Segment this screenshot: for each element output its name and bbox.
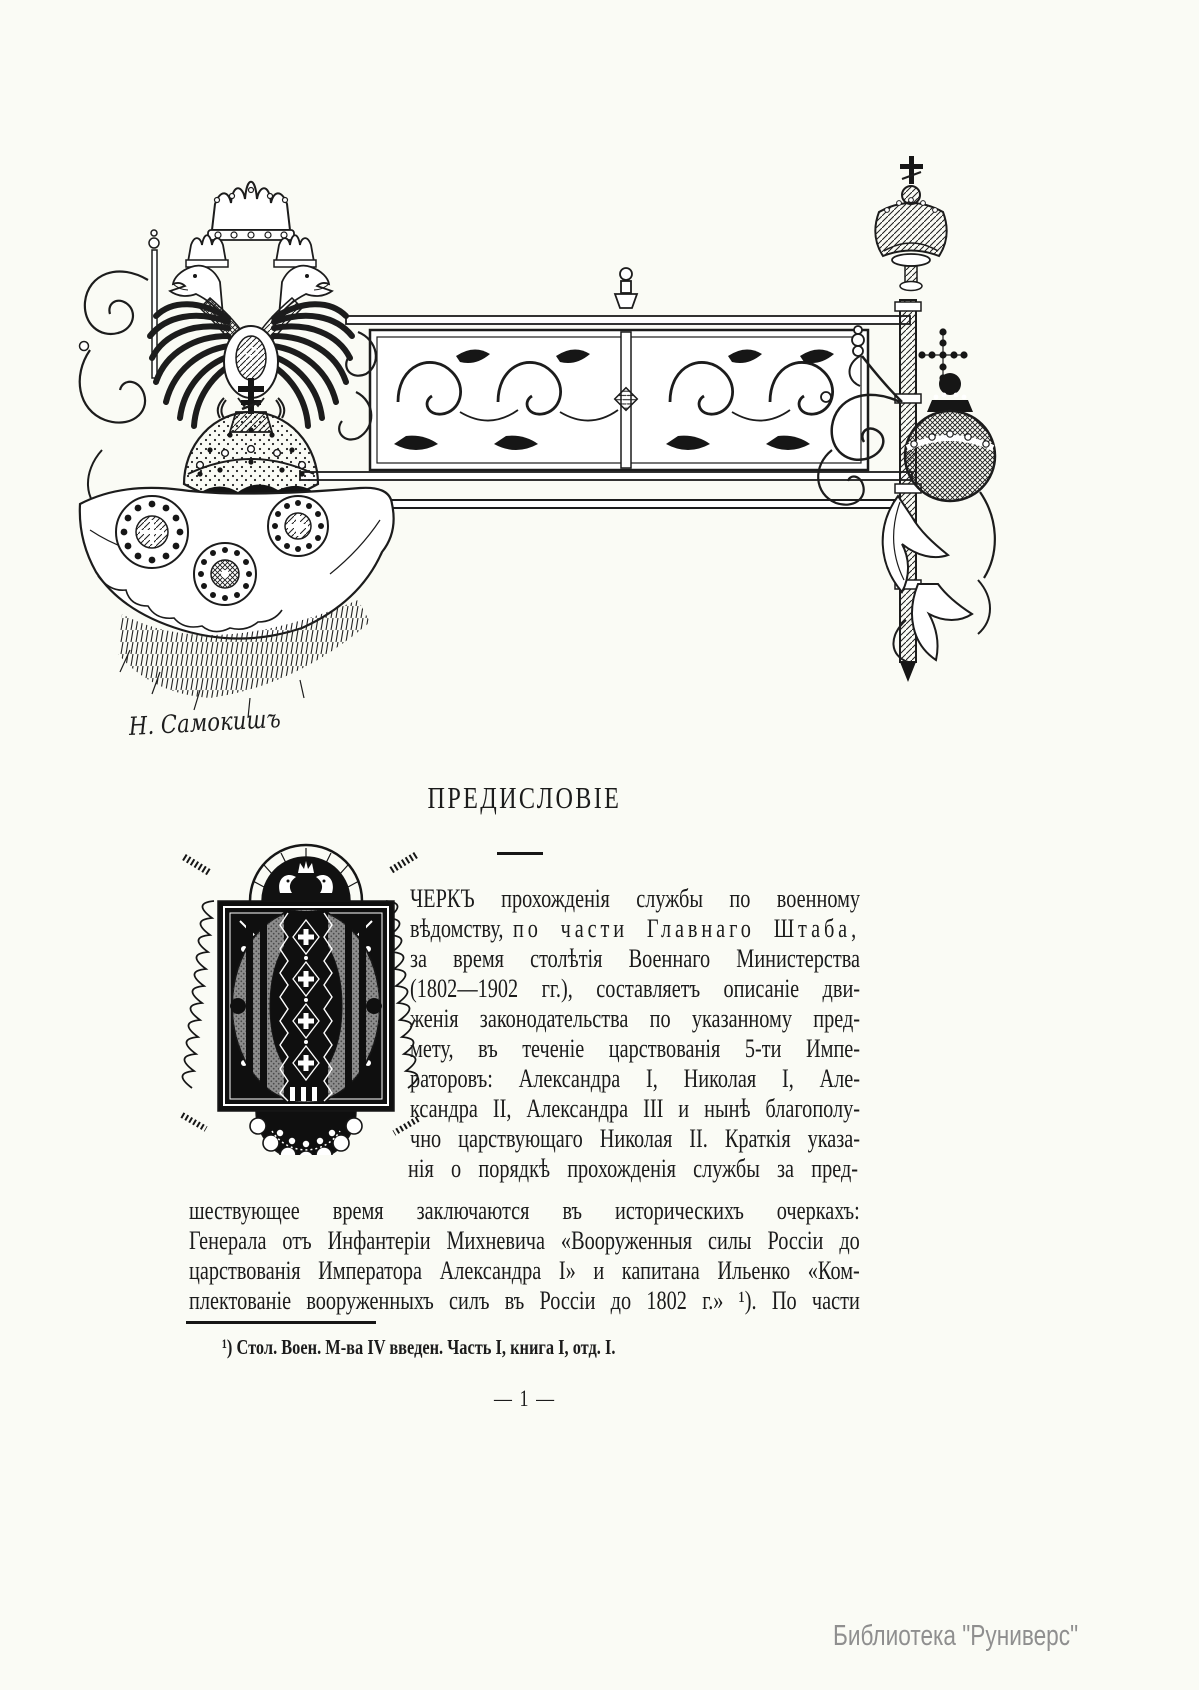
header-engraving-imperial-regalia — [60, 150, 1000, 725]
text-line: царствованія Императора Александра I» и капитана Ильенко «Ком- — [189, 1256, 860, 1285]
page-number: — 1 — — [494, 1386, 556, 1411]
medal — [268, 496, 328, 556]
beaded-cross — [918, 328, 967, 382]
text-line: плектованіе вооруженныхъ силъ въ Россіи до 1802 г.» ¹). По части — [189, 1286, 860, 1315]
double-headed-eagle — [80, 182, 394, 718]
text-line: Генерала отъ Инфантеріи Михневича «Вооруженныя силы Россіи до — [189, 1226, 860, 1255]
left-ribbon — [182, 901, 214, 1088]
text-line: чно царствующаго Николая II. Краткія указа- — [410, 1124, 861, 1153]
ornamental-band — [300, 268, 912, 508]
text-line: нія о порядкѣ прохожденія службы за пред- — [408, 1154, 859, 1183]
medal — [116, 496, 188, 568]
text-line: (1802—1902 гг.), составляетъ описаніе дви- — [410, 974, 861, 1003]
ornamental-initial-O — [180, 815, 420, 1155]
text-line: ксандра II, Александра III и нынѣ благополу- — [410, 1094, 861, 1123]
large-crown — [208, 182, 294, 240]
left-head-crown — [188, 235, 226, 262]
text-line: ЧЕРКЪ прохожденія службы по военному — [410, 884, 861, 913]
title-divider-rule — [497, 852, 543, 855]
right-head-crown — [276, 235, 314, 262]
footnote-rule — [186, 1321, 376, 1324]
text-line: женія законодательства по указанному пред- — [410, 1004, 861, 1033]
text-line: мету, въ теченіе царствованія 5-ти Импе- — [410, 1034, 861, 1063]
letterspaced-segment: по части Главнаго Штаба, — [512, 914, 861, 943]
text-line: шествующее время заключаются въ историческихъ очеркахъ: — [189, 1196, 860, 1225]
artist-signature: Н. Самокишъ — [128, 704, 282, 741]
text-line — [410, 914, 860, 944]
medal — [194, 543, 256, 605]
text-line: раторовъ: Александра I, Николая I, Але- — [410, 1064, 861, 1093]
text-segment: вѣдомству, — [410, 914, 504, 943]
imperial-crown-finial — [875, 156, 946, 291]
orb — [905, 373, 995, 501]
orb-on-cushion — [80, 412, 394, 718]
footnote-text: ¹) Стол. Воен. М-ва IV введен. Часть I, книга I, отд. I. — [222, 1335, 616, 1359]
library-watermark: Библиотека "Руниверс" — [833, 1620, 1079, 1652]
text-line: за время столѣтія Военнаго Министерства — [410, 944, 861, 973]
page-title: ПРЕДИСЛОВІЕ — [427, 780, 622, 815]
